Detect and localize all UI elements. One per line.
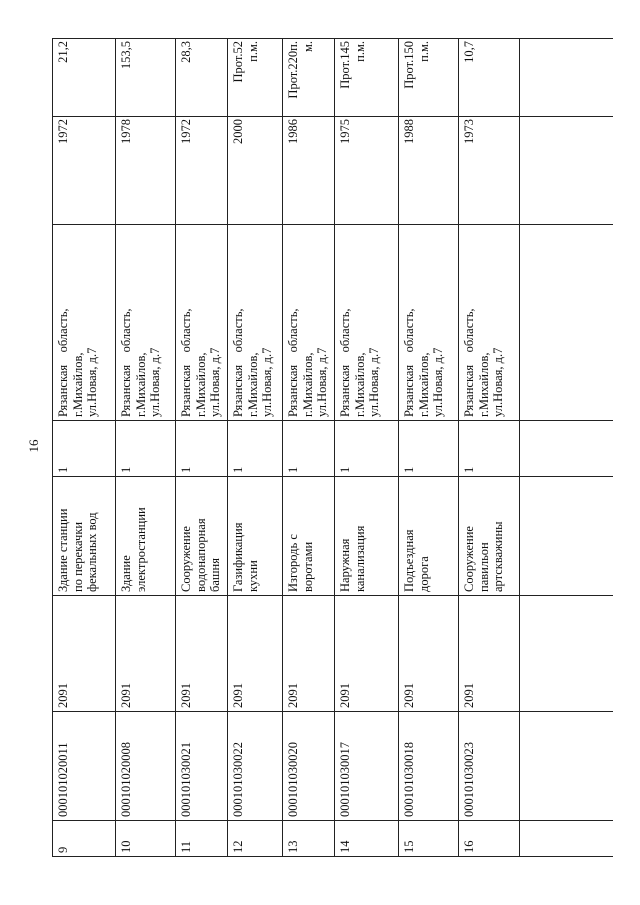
cell-value: Прот.150 п.м. [402, 41, 431, 89]
cell-code: 2091 [231, 683, 245, 708]
cell-qty: 1 [119, 466, 133, 473]
page-number: 16 [26, 439, 41, 453]
cell-inv: 000101030017 [338, 742, 352, 817]
cell-address: Рязанская область, г.Михайлов, ул.Новая, д.7 [179, 308, 222, 417]
cell-year: 1988 [402, 119, 416, 144]
cell-year: 1972 [179, 119, 193, 144]
cell-code: 2091 [56, 683, 70, 708]
cell-value: 153,5 [119, 41, 133, 70]
table-row [52, 38, 115, 856]
cell-code: 2091 [462, 683, 476, 708]
cell-inv: 000101030021 [179, 742, 193, 817]
cell-year: 1986 [286, 119, 300, 144]
cell-value: Прот.145 п.м. [338, 41, 367, 89]
cell-qty: 1 [56, 466, 70, 473]
table-row [175, 38, 227, 856]
cell-num: 14 [338, 840, 352, 853]
cell-name: Газификация кухни [231, 522, 260, 592]
cell-year: 1978 [119, 119, 133, 144]
cell-address: Рязанская область, г.Михайлов, ул.Новая, д.7 [119, 308, 162, 417]
cell-address: Рязанская область, г.Михайлов, ул.Новая, д.7 [286, 308, 329, 417]
cell-name: Наружная канализация [338, 525, 367, 592]
cell-num: 13 [286, 840, 300, 853]
cell-inv: 000101030020 [286, 742, 300, 817]
table-row [282, 38, 334, 856]
cell-name: Сооружение павильон артскважины [462, 521, 505, 592]
cell-year: 2000 [231, 119, 245, 144]
cell-name: Изгородь с воротами [286, 534, 315, 592]
cell-inv: 000101030022 [231, 742, 245, 817]
cell-inv: 000101020011 [56, 742, 70, 817]
cell-address: Рязанская область, г.Михайлов, ул.Новая, д.7 [402, 308, 445, 417]
cell-num: 9 [56, 846, 70, 853]
cell-address: Рязанская область, г.Михайлов, ул.Новая, д.7 [56, 308, 99, 417]
cell-inv: 000101030023 [462, 742, 476, 817]
cell-qty: 1 [462, 466, 476, 473]
cell-value: 28,3 [179, 41, 193, 63]
table-row [115, 38, 175, 856]
cell-address: Рязанская область, г.Михайлов, ул.Новая, д.7 [338, 308, 381, 417]
cell-inv: 000101030018 [402, 742, 416, 817]
cell-qty: 1 [402, 466, 416, 473]
cell-name: Здание станции по перекачки фекальных вод [56, 508, 99, 592]
table-row [458, 38, 520, 856]
table-row [334, 38, 398, 856]
cell-value: Прот.52 п.м. [231, 41, 260, 83]
property-table [52, 38, 613, 856]
cell-value: 10,7 [462, 41, 476, 63]
cell-year: 1972 [56, 119, 70, 144]
cell-code: 2091 [119, 683, 133, 708]
cell-year: 1975 [338, 119, 352, 144]
cell-inv: 000101020008 [119, 742, 133, 817]
cell-name: Подъездная дорога [402, 529, 431, 592]
cell-address: Рязанская область, г.Михайлов, ул.Новая, д.7 [462, 308, 505, 417]
cell-address: Рязанская область, г.Михайлов, ул.Новая, д.7 [231, 308, 274, 417]
cell-qty: 1 [286, 466, 300, 473]
cell-value: 21,2 [56, 41, 70, 63]
cell-value: Прот.220п. м. [286, 41, 315, 99]
table-row [227, 38, 282, 856]
cell-code: 2091 [286, 683, 300, 708]
cell-qty: 1 [179, 466, 193, 473]
table-grid-line [52, 856, 613, 857]
cell-code: 2091 [402, 683, 416, 708]
cell-qty: 1 [338, 466, 352, 473]
cell-year: 1973 [462, 119, 476, 144]
cell-name: Сооружение водонапорная башня [179, 518, 222, 592]
cell-num: 15 [402, 840, 416, 853]
cell-num: 11 [179, 840, 193, 853]
cell-code: 2091 [179, 683, 193, 708]
cell-num: 16 [462, 840, 476, 853]
table-row [398, 38, 458, 856]
cell-name: Здание электростанции [119, 507, 148, 592]
cell-qty: 1 [231, 466, 245, 473]
cell-code: 2091 [338, 683, 352, 708]
cell-num: 12 [231, 840, 245, 853]
cell-num: 10 [119, 840, 133, 853]
